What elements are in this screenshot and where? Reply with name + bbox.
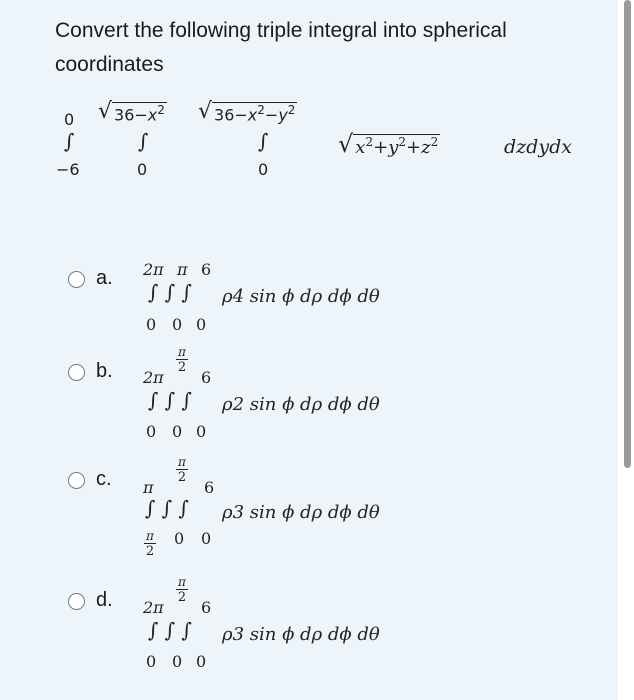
outer-lower-limit: −6: [56, 160, 80, 179]
option-d-lower-1: 0: [146, 652, 157, 671]
option-c-theta-upper: π: [143, 478, 154, 497]
option-b-integrand: ρ2 sin ϕ dρ dϕ dθ: [222, 394, 380, 415]
option-a-lower-3: 0: [196, 315, 207, 334]
given-differentials: dzdydx: [504, 136, 572, 158]
option-d-label: d.: [96, 589, 113, 611]
inner-lower-limit: 0: [258, 160, 269, 179]
option-b-integral-signs: ∫ ∫ ∫: [148, 388, 192, 412]
option-a-radio[interactable]: [68, 271, 85, 288]
middle-integral-sign: ∫: [138, 129, 149, 153]
option-a-phi-upper: π: [177, 260, 188, 279]
option-d-lower-3: 0: [196, 652, 207, 671]
option-a-lower-1: 0: [146, 315, 157, 334]
scrollbar[interactable]: [624, 0, 631, 468]
option-a-label: a.: [96, 267, 113, 289]
option-c-rho-upper: 6: [204, 478, 215, 497]
option-a-integral-signs: ∫ ∫ ∫: [148, 280, 192, 304]
option-c-label: c.: [96, 468, 112, 490]
option-b-rho-upper: 6: [201, 368, 212, 387]
option-b-phi-upper: π 2: [177, 345, 187, 375]
middle-lower-limit: 0: [137, 160, 148, 179]
option-d-integrand: ρ3 sin ϕ dρ dϕ dθ: [222, 624, 380, 645]
option-d-theta-upper: 2π: [143, 598, 164, 617]
option-d-radio[interactable]: [68, 593, 85, 610]
option-c-phi-upper: π 2: [177, 455, 187, 485]
option-b-lower-1: 0: [146, 422, 157, 441]
option-c-lower-2: 0: [174, 529, 185, 548]
question-text: Convert the following triple integral into spherical coordinates: [55, 19, 507, 76]
outer-upper-limit: 0: [64, 110, 75, 129]
option-d-rho-upper: 6: [201, 598, 212, 617]
outer-integral-sign: ∫: [64, 129, 75, 153]
option-a-theta-upper: 2π: [143, 260, 164, 279]
option-b-theta-upper: 2π: [143, 368, 164, 387]
option-c-integrand: ρ3 sin ϕ dρ dϕ dθ: [222, 502, 380, 523]
option-d-lower-2: 0: [172, 652, 183, 671]
option-d-phi-upper: π 2: [177, 575, 187, 605]
option-a-lower-2: 0: [172, 315, 183, 334]
inner-upper-limit: √ $36-x^2-y^2$: [198, 99, 296, 125]
option-c-lower-3: 0: [201, 529, 212, 548]
option-b-label: b.: [96, 360, 113, 382]
inner-integral-sign: ∫: [258, 129, 269, 153]
option-c-integral-signs: ∫ ∫ ∫: [145, 496, 189, 520]
given-integrand: √ $x^2+y^2+z^2$: [338, 130, 439, 158]
option-b-lower-3: 0: [196, 422, 207, 441]
option-d-integral-signs: ∫ ∫ ∫: [148, 618, 192, 642]
option-a-integrand: ρ4 sin ϕ dρ dϕ dθ: [222, 286, 380, 307]
middle-upper-limit: √ $36-x^2$: [98, 99, 165, 125]
option-b-radio[interactable]: [68, 364, 85, 381]
option-a-rho-upper: 6: [201, 260, 212, 279]
option-c-radio[interactable]: [68, 472, 85, 489]
option-b-lower-2: 0: [172, 422, 183, 441]
option-c-theta-lower: π 2: [145, 529, 155, 559]
